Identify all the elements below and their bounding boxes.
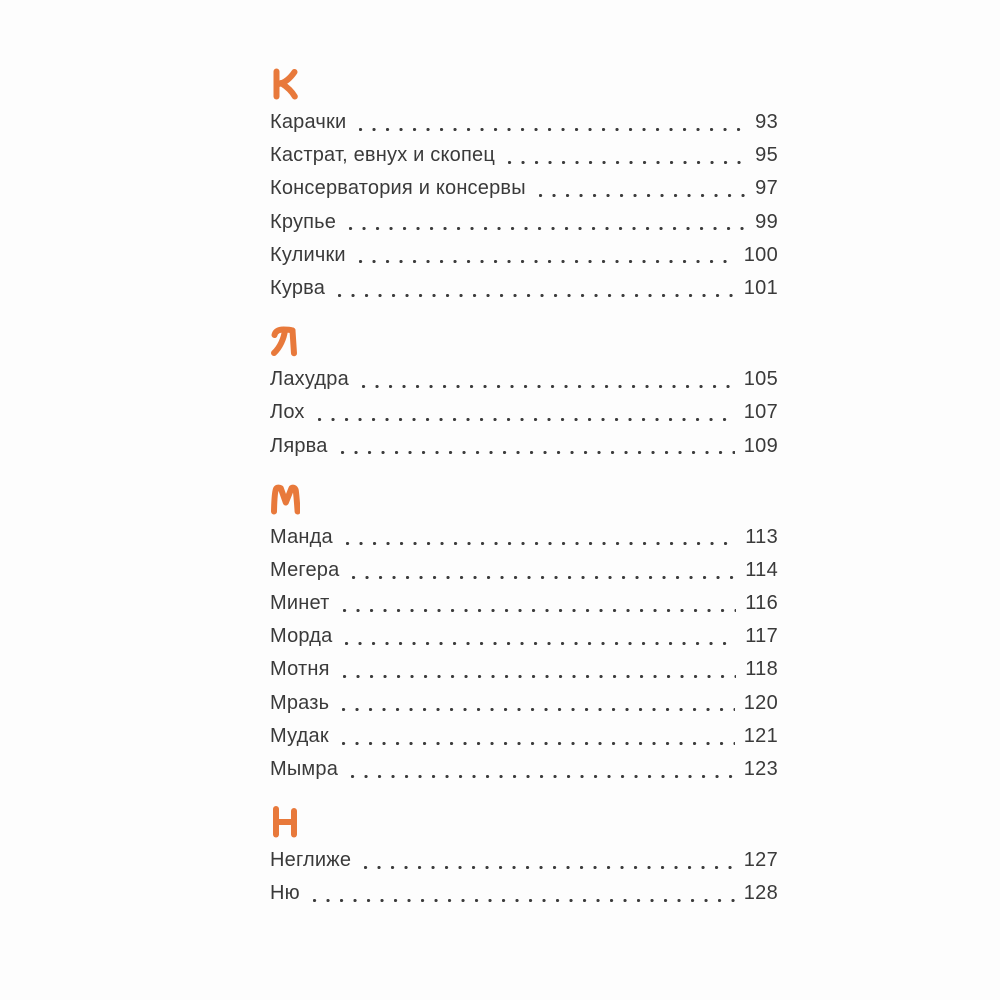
section-letter-glyph [270,325,300,357]
toc-entry[interactable] [270,239,778,272]
toc-entry-label: Манда [270,525,333,548]
toc-entry-page: 114 [745,558,778,581]
toc-entry-label: Неглиже [270,849,352,872]
toc-entry-page: 109 [743,434,778,457]
toc-entry-label: Кулички [270,243,346,266]
section-letter [270,323,778,357]
section-entries [270,106,778,305]
dot-leader [362,385,735,388]
section-entries [270,363,778,463]
section-entries [270,844,778,910]
toc-entry-page: 95 [755,144,778,167]
toc-entry-label: Крупье [270,210,337,233]
toc-entry[interactable] [270,521,778,554]
section-entries [270,521,778,787]
toc-entry[interactable] [270,363,778,396]
toc-entry-label: Мразь [270,691,330,714]
toc-entry-label: Лахудра [270,368,349,391]
toc-entry-page: 118 [745,658,778,681]
dot-leader [313,899,735,902]
dot-leader [342,742,735,745]
toc-entry-page: 113 [745,525,778,548]
dot-leader [359,260,735,263]
toc-entry[interactable] [270,430,778,463]
toc-entry-label: Морда [270,625,333,648]
toc-section [270,66,778,305]
section-letter-glyph [270,68,300,100]
dot-leader [343,675,737,678]
dot-leader [343,609,737,612]
toc-entry-page: 105 [743,368,778,391]
table-of-contents [270,66,778,911]
toc-entry-label: Лох [270,401,305,424]
dot-leader [341,451,735,454]
section-letter [270,66,778,100]
toc-entry-label: Лярва [270,434,328,457]
dot-leader [364,866,735,869]
dot-leader [346,542,736,545]
section-letter-glyph [270,806,300,838]
dot-leader [508,161,746,164]
toc-entry[interactable] [270,587,778,620]
toc-entry-label: Минет [270,592,330,615]
toc-entry-page: 117 [745,625,778,648]
section-letter [270,481,778,515]
dot-leader [359,128,746,131]
toc-entry-page: 116 [745,592,778,615]
toc-section [270,481,778,787]
toc-entry[interactable] [270,139,778,172]
toc-entry-page: 93 [755,111,778,133]
dot-leader [539,194,746,197]
toc-entry-page: 123 [743,758,778,780]
dot-leader [342,708,734,711]
dot-leader [338,294,735,297]
toc-entry[interactable] [270,272,778,305]
toc-entry[interactable] [270,844,778,877]
toc-entry-label: Ню [270,882,300,905]
toc-entry[interactable] [270,753,778,786]
toc-entry-page: 127 [743,849,778,872]
dot-leader [349,227,746,230]
toc-entry-page: 121 [743,724,778,747]
toc-section [270,323,778,463]
toc-entry-page: 120 [743,691,778,714]
toc-entry-label: Мудак [270,724,329,747]
toc-entry[interactable] [270,720,778,753]
toc-entry-page: 100 [743,243,778,266]
toc-entry[interactable] [270,206,778,239]
toc-entry[interactable] [270,172,778,205]
toc-entry[interactable] [270,554,778,587]
toc-entry-label: Карачки [270,111,347,133]
toc-entry-label: Курва [270,276,326,299]
dot-leader [352,576,736,579]
toc-entry[interactable] [270,106,778,139]
toc-entry-label: Мегера [270,558,340,581]
toc-entry-page: 99 [755,210,778,233]
toc-entry-page: 101 [743,276,778,299]
dot-leader [318,418,735,421]
toc-entry[interactable] [270,620,778,653]
toc-entry-label: Консерватория и консервы [270,177,526,200]
toc-entry[interactable] [270,877,778,910]
toc-entry[interactable] [270,687,778,720]
section-letter-glyph [270,483,300,515]
toc-entry-page: 107 [743,401,778,424]
toc-entry[interactable] [270,653,778,686]
toc-entry-label: Кастрат, евнух и скопец [270,144,495,167]
toc-entry-page: 97 [755,177,778,200]
toc-entry-page: 128 [743,882,778,905]
toc-entry[interactable] [270,396,778,429]
dot-leader [351,775,735,778]
section-letter [270,804,778,838]
toc-section [270,804,778,910]
dot-leader [345,642,736,645]
toc-entry-label: Мотня [270,658,330,681]
toc-entry-label: Мымра [270,758,339,780]
